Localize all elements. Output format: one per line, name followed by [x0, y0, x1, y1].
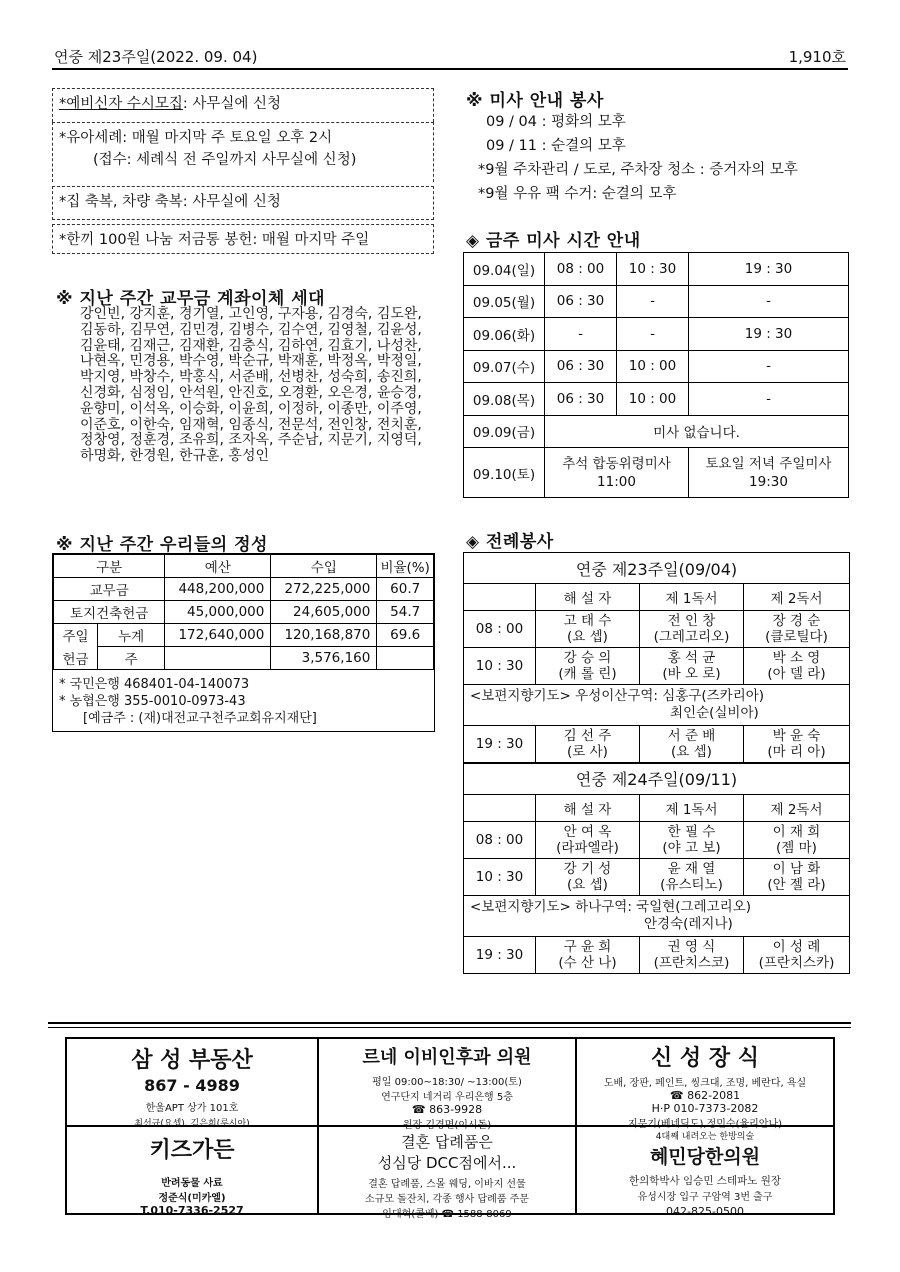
table-row: 09.08(목) 06 : 30 10 : 00 -	[464, 383, 849, 416]
issue-number: 1,910호	[788, 48, 846, 66]
ad-oriental-clinic: 4대째 내려오는 한방의술 혜민당한의원 한의학박사 임승민 스테파노 원장 유성시장 입구 구암역 3번 출구 042-825-0500	[576, 1126, 834, 1214]
mass-schedule-table	[463, 252, 849, 498]
table-row: 09.09(금) 미사 없습니다.	[464, 415, 849, 448]
page-header	[52, 44, 848, 70]
week-title: 연중 제23주일(09/04)	[464, 553, 850, 584]
bank-info: * 국민은행 468401-04-140073 * 농협은행 355-0010-0973-43 [예금주 : (재)대전교구천주교회유지재단]	[59, 677, 317, 726]
table-row: 교무금 448,200,000 272,225,000 60.7	[54, 578, 434, 601]
table-row: 토지건축헌금 45,000,000 24,605,000 54.7	[54, 601, 434, 624]
week-title: 연중 제24주일(09/11)	[464, 763, 850, 794]
table-row: 09.06(화) - - 19 : 30	[464, 318, 849, 351]
table-row: 10 : 30 강 기 성 (요 셉) 윤 재 열 (유스티노) 이 남 화 (안 젤 라)	[464, 858, 850, 895]
table-row: 주일 누계 172,640,000 120,168,870 69.6	[54, 624, 434, 647]
table-row: 08 : 00 고 태 수 (요 셉) 전 인 창 (그레고리오) 장 경 순 (클로틸다)	[464, 611, 850, 648]
schedule-title: ◈ 금주 미사 시간 안내	[466, 231, 641, 251]
table-row: 09.10(토) 추석 합동위령미사 11:00 토요일 저녁 주일미사 19:30	[464, 448, 849, 498]
offering-table: 구분 예산 수입 비율(%) 교무금 448,200,000 272,225,000 60.7 토지건축헌금 45,000,000 24,605,000 54.7 주일 누계 172,640,000 120,168,870 69.6 헌금 주 3,576,160	[53, 554, 434, 670]
table-row: 10 : 30 강 승 의 (캐 롤 린) 홍 석 균 (바 오 로) 박 소 영 (아 델 라)	[464, 648, 850, 685]
issue-title: 연중 제23주일(2022. 09. 04)	[54, 48, 258, 66]
notice-catechumen: *예비신자 수시모집: 사무실에 신청	[52, 88, 434, 122]
ad-interior: 신 성 장 식 도배, 장판, 페인트, 씽크대, 조명, 베란다, 욕실 ☎ 862-2081 H·P 010-7373-2082 지문기(베네딕도),정민숙(율리안나)	[576, 1038, 834, 1126]
prayer-row: <보편지향기도> 우성이산구역: 심홍구(즈카리아) 최인순(실비아)	[464, 685, 850, 726]
table-row: 09.05(월) 06 : 30 - -	[464, 285, 849, 318]
offering-title: ※ 지난 주간 우리들의 정성	[56, 535, 268, 555]
table-row: 09.07(수) 06 : 30 10 : 00 -	[464, 350, 849, 383]
table-row: 08 : 00 안 여 옥 (라파엘라) 한 필 수 (야 고 보) 이 재 희 (젬 마)	[464, 821, 850, 858]
ad-realestate: 삼 성 부동산 867 - 4989 한울APT 상가 101호 최선규(요셉), 김은희(루시아)	[66, 1038, 318, 1126]
notice-blessing: *집 축복, 차량 축복: 사무실에 신청	[52, 186, 434, 220]
table-row: 19 : 30 김 선 주 (로 사) 서 준 배 (요 셉) 박 윤 숙 (마 리 아)	[464, 726, 850, 764]
offering-box	[52, 553, 435, 732]
ads-area	[65, 1037, 835, 1220]
table-row: 09.04(일) 08 : 00 10 : 30 19 : 30	[464, 253, 849, 286]
mass-service-list: 09 / 04 : 평화의 모후 09 / 11 : 순결의 모후 *9월 주차관리 / 도로, 주차장 청소 : 증거자의 모후 *9월 우유 팩 수거: 순결의 모후	[478, 114, 798, 202]
table-row: 19 : 30 구 윤 희 (수 산 나) 권 영 식 (프란치스코) 이 성 례 (프란치스카)	[464, 936, 850, 973]
notice-savings: *한끼 100원 나눔 저금통 봉헌: 매월 마지막 주일	[52, 224, 434, 254]
prayer-row: <보편지향기도> 하나구역: 국일현(그레고리오) 안경숙(레지나)	[464, 895, 850, 936]
ad-bakery: 결혼 답례품은 성심당 DCC점에서... 결혼 답례품, 스몰 웨딩, 이바지 선물 소규모 돌잔치, 각종 행사 답례품 주문 임대혁(콜베) ☎ 1588-8069	[318, 1126, 576, 1214]
liturgy-title: ◈ 전례봉사	[466, 532, 554, 552]
mass-service-title: ※ 미사 안내 봉사	[466, 91, 604, 111]
notice-infant-baptism: *유아세례: 매월 마지막 주 토요일 오후 2시 (접수: 세례식 전 주일까지 사무실에 신청)	[52, 122, 434, 182]
table-row: 헌금 주 3,576,160	[54, 647, 434, 670]
ad-kidsgarden: 키즈가든 반려동물 사료 정준식(미카엘) T.010-7336-2527	[66, 1126, 318, 1214]
liturgy-table: 연중 제23주일(09/04) 해 설 자 제 1독서 제 2독서 08 : 00 고 태 수 (요 셉) 전 인 창 (그레고리오) 장 경 순 (클로틸다) 10 : 30 강 승 의 (캐 롤 린) 홍 석 균 (바 오 로) 박 소 영 (아 델 라) <보편지향기도> 우성이산구역: 심홍구(즈카리아) 최인순(실비아) 19 : 30 김 선 주 (로 사) 서 준 배 (요 셉) 박 윤 숙 (마 리 아) 연중 제24주일(09/11) 해 설 자 제 1독서 제 2독서 08 : 00 안 여 옥 (라파엘라) 한 필 수 (야 고 보) 이 재 희 (젬 마) 10 : 30 강 기 성 (요 셉) 윤 재 열 (유스티노) 이 남 화 (안 젤 라) <보편지향기도> 하나구역: 국일현(그레고리오) 안경숙(레지나) 19 : 30 구 윤 희 (수 산 나) 권 영 식 (프란치스코) 이 성 례 (프란치스카)	[463, 552, 850, 974]
transfer-names: 강인빈, 강지훈, 경기열, 고인영, 구자용, 김경숙, 김도완, 김동하, 김무연, 김민경, 김병수, 김수연, 김영철, 김윤성, 김윤태, 김재근, 김재환, 김충식, 김하연, 김효기, 나성찬, 나현옥, 민경용, 박수영, 박순규, 박재훈, 박정옥, 박정일, 박지영, 박창수, 박홍식, 서준배, 선병찬, 성숙희, 송진희, 신경화, 심정임, 안석원, 안진호, 오경환, 오은경, 윤승경, 윤향미, 이석옥, 이승화, 이윤희, 이정하, 이종만, 이주영, 이준호, 이한숙, 임재혁, 임종식, 전문석, 전인창, 전치훈, 정창영, 정훈경, 조유희, 조자옥, 주순남, 지문기, 지영덕, 하명화, 한경원, 한규훈, 홍성인	[80, 306, 422, 465]
transfer-title: ※ 지난 주간 교무금 계좌이체 세대	[56, 289, 326, 309]
ad-ent-clinic: 르네 이비인후과 의원 평일 09:00~18:30/ ~13:00(토) 연구단지 네거리 우리은행 5층 ☎ 863-9928 원장 김경면(이시돌)	[318, 1038, 576, 1126]
ads-divider	[48, 1022, 851, 1028]
